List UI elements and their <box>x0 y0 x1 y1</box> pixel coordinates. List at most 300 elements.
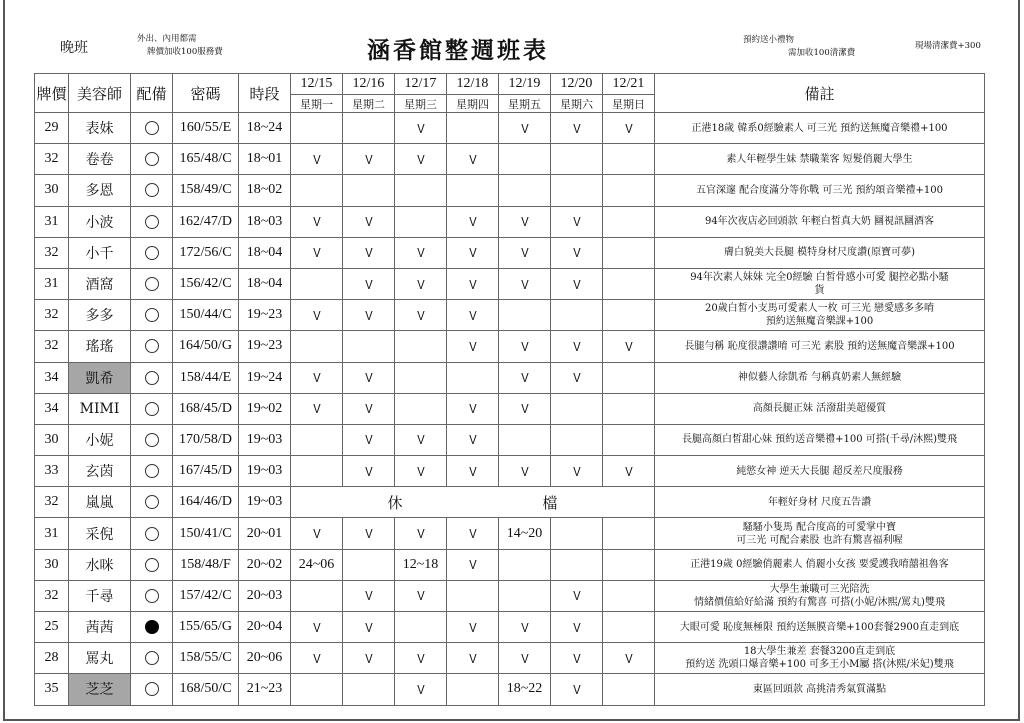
day-cell <box>603 518 655 549</box>
table-row <box>35 393 985 424</box>
remark-line: 純慾女神 逆天大長腿 超反差尺度服務 <box>736 465 903 477</box>
day-cell: 12~18 <box>395 549 447 580</box>
empty-circle-icon <box>145 246 159 260</box>
remark-line: 正港19歲 0經驗俏麗素人 俏麗小女孩 要愛護我唷囍祖魯客 <box>690 559 949 571</box>
day-cell: V <box>554 113 598 144</box>
col-header-weekday: 星期三 <box>395 95 447 113</box>
day-cell: V <box>606 331 650 362</box>
code-cell: 155/65/G <box>173 612 239 643</box>
table-row <box>35 549 985 580</box>
day-cell <box>291 268 343 299</box>
slot-cell: 18~04 <box>239 237 291 268</box>
day-cell: V <box>450 144 494 175</box>
col-header-stylist: 美容師 <box>69 74 131 113</box>
remark-line: 20歲白皙小支馬可愛素人一枚 可三光 戀愛感多多唷 <box>704 303 935 315</box>
col-header-date: 12/17 <box>395 74 447 95</box>
day-cell: V <box>294 518 338 549</box>
day-cell: V <box>554 456 598 487</box>
day-cell: V <box>294 300 338 331</box>
slot-cell: 20~03 <box>239 580 291 611</box>
col-header-weekday: 星期一 <box>291 95 343 113</box>
day-cell <box>603 175 655 206</box>
day-cell: V <box>554 331 598 362</box>
slot-cell: 18~04 <box>239 268 291 299</box>
stylist-name: 采倪 <box>69 518 131 549</box>
price-cell: 32 <box>35 300 69 331</box>
code-cell: 168/45/D <box>173 393 239 424</box>
stylist-name: 芝芝 <box>69 674 131 705</box>
day-cell: V <box>398 268 442 299</box>
remark-line: 高顏長腿正妹 活潑甜美超優質 <box>752 403 887 415</box>
day-cell <box>395 362 447 393</box>
day-cell: V <box>398 424 442 455</box>
page-title: 涵香館整週班表 <box>367 37 549 64</box>
remark-line: 正港18歲 韓系0經驗素人 可三光 預約送無魔音樂禮+100 <box>691 122 948 134</box>
day-cell: V <box>294 206 338 237</box>
col-header-equip: 配備 <box>131 74 173 113</box>
day-cell <box>499 424 551 455</box>
day-cell: 18~22 <box>499 674 551 705</box>
equip-cell <box>131 456 173 487</box>
stylist-name: 小波 <box>69 206 131 237</box>
day-off-label: 休 <box>387 493 403 512</box>
day-cell <box>499 549 551 580</box>
remark-line: 18大學生兼差 套餐3200直走到底 <box>743 646 896 658</box>
slot-cell: 18~24 <box>239 113 291 144</box>
code-cell: 165/48/C <box>173 144 239 175</box>
day-cell: V <box>450 612 494 643</box>
remark-line: 五官深邃 配合度滿分等你戰 可三光 預約頌音樂禮+100 <box>695 184 943 196</box>
code-cell: 156/42/C <box>173 268 239 299</box>
day-cell: V <box>502 206 546 237</box>
col-header-date: 12/16 <box>343 74 395 95</box>
day-cell: V <box>450 300 494 331</box>
empty-circle-icon <box>145 308 159 322</box>
slot-cell: 20~06 <box>239 643 291 674</box>
code-cell: 158/49/C <box>173 175 239 206</box>
empty-circle-icon <box>145 339 159 353</box>
code-cell: 150/44/C <box>173 300 239 331</box>
code-cell: 160/55/E <box>173 113 239 144</box>
day-cell <box>395 393 447 424</box>
day-off-label: 檔 <box>542 493 558 512</box>
slot-cell: 20~02 <box>239 549 291 580</box>
empty-circle-icon <box>145 183 159 197</box>
day-cell: V <box>398 300 442 331</box>
table-row <box>35 612 985 643</box>
table-row <box>35 206 985 237</box>
day-cell: V <box>346 237 390 268</box>
slot-cell: 19~03 <box>239 487 291 518</box>
day-cell <box>603 549 655 580</box>
col-header-weekday: 星期四 <box>447 95 499 113</box>
empty-circle-icon <box>145 277 159 291</box>
price-cell: 29 <box>35 113 69 144</box>
price-cell: 31 <box>35 518 69 549</box>
remark-line: 預約送無魔音樂課+100 <box>765 316 874 328</box>
price-cell: 30 <box>35 549 69 580</box>
day-cell: V <box>398 237 442 268</box>
equip-cell <box>131 487 173 518</box>
price-cell: 32 <box>35 237 69 268</box>
remark-line: 膚白貌美大長腿 模特身材尺度讚(原寶可夢) <box>724 247 915 259</box>
empty-circle-icon <box>145 402 159 416</box>
code-cell: 164/46/D <box>173 487 239 518</box>
table-row <box>35 487 985 518</box>
remark-line: 大眼可愛 恥度無極限 預約送無膜音樂+100套餐2900直走到底 <box>679 621 960 633</box>
day-cell <box>343 175 395 206</box>
price-cell: 32 <box>35 580 69 611</box>
day-cell <box>603 300 655 331</box>
remark-line: 神似藝人徐凱希 勻稱真奶素人無經驗 <box>737 372 902 384</box>
gift-note-line1: 預約送小禮物 <box>743 35 795 45</box>
day-cell: V <box>502 612 546 643</box>
day-cell <box>447 674 499 705</box>
day-cell: V <box>398 643 442 674</box>
code-cell: 158/44/E <box>173 362 239 393</box>
day-cell <box>551 549 603 580</box>
remarks-cell <box>655 300 985 331</box>
day-cell: V <box>502 113 546 144</box>
table-row <box>35 362 985 393</box>
day-cell: V <box>450 456 494 487</box>
empty-circle-icon <box>145 589 159 603</box>
table-row <box>35 268 985 299</box>
price-cell: 34 <box>35 362 69 393</box>
day-cell: V <box>346 580 390 611</box>
day-cell <box>603 424 655 455</box>
empty-circle-icon <box>145 215 159 229</box>
day-cell: V <box>346 362 390 393</box>
day-cell <box>499 580 551 611</box>
slot-cell: 19~23 <box>239 300 291 331</box>
table-row <box>35 518 985 549</box>
remarks-cell <box>655 580 985 611</box>
stylist-name: 多恩 <box>69 175 131 206</box>
equip-cell <box>131 206 173 237</box>
remarks-cell <box>655 237 985 268</box>
day-cell: V <box>294 612 338 643</box>
remarks-cell <box>655 674 985 705</box>
service-fee-note-line2: 牌價加收100服務費 <box>147 47 223 57</box>
day-cell <box>447 175 499 206</box>
code-cell: 157/42/C <box>173 580 239 611</box>
code-cell: 172/56/C <box>173 237 239 268</box>
day-cell <box>551 144 603 175</box>
day-cell <box>447 362 499 393</box>
day-cell <box>291 113 343 144</box>
price-cell: 32 <box>35 144 69 175</box>
table-row <box>35 113 985 144</box>
service-fee-note-line1: 外出、內用都需 <box>137 34 197 44</box>
day-cell: V <box>294 393 338 424</box>
remark-line: 東區回頭款 高挑清秀氣質滿點 <box>752 683 887 695</box>
day-cell: V <box>554 206 598 237</box>
empty-circle-icon <box>145 464 159 478</box>
equip-cell <box>131 393 173 424</box>
col-header-date: 12/20 <box>551 74 603 95</box>
day-cell <box>551 393 603 424</box>
code-cell: 158/48/F <box>173 549 239 580</box>
day-cell: V <box>502 362 546 393</box>
col-header-date: 12/18 <box>447 74 499 95</box>
day-cell: 14~20 <box>499 518 551 549</box>
day-cell: V <box>294 144 338 175</box>
day-cell <box>551 424 603 455</box>
day-cell <box>603 674 655 705</box>
equip-cell <box>131 175 173 206</box>
table-row <box>35 674 985 705</box>
col-header-price: 牌價 <box>35 74 69 113</box>
day-cell: V <box>502 237 546 268</box>
stylist-name: 罵丸 <box>69 643 131 674</box>
remarks-cell <box>655 362 985 393</box>
col-header-weekday: 星期六 <box>551 95 603 113</box>
remark-line: 大學生兼職可三光陪洗 <box>769 583 870 595</box>
code-cell: 158/55/C <box>173 643 239 674</box>
empty-circle-icon <box>145 121 159 135</box>
day-off-cell <box>291 487 655 518</box>
day-cell: V <box>502 331 546 362</box>
code-cell: 168/50/C <box>173 674 239 705</box>
day-cell <box>291 580 343 611</box>
price-cell: 28 <box>35 643 69 674</box>
price-cell: 30 <box>35 424 69 455</box>
stylist-name: 多多 <box>69 300 131 331</box>
day-cell: V <box>450 237 494 268</box>
col-header-date: 12/15 <box>291 74 343 95</box>
day-cell: V <box>294 237 338 268</box>
remark-line: 可三光 可配合素股 也許有驚喜福利喔 <box>736 534 903 546</box>
day-cell: V <box>554 580 598 611</box>
empty-circle-icon <box>145 527 159 541</box>
day-cell <box>291 456 343 487</box>
price-cell: 25 <box>35 612 69 643</box>
col-header-slot: 時段 <box>239 74 291 113</box>
day-cell <box>499 144 551 175</box>
table-row <box>35 424 985 455</box>
stylist-name: 卷卷 <box>69 144 131 175</box>
filled-circle-icon <box>145 620 159 634</box>
remarks-cell <box>655 206 985 237</box>
table-row <box>35 300 985 331</box>
day-cell: V <box>346 518 390 549</box>
day-cell: 24~06 <box>291 549 343 580</box>
day-cell: V <box>502 643 546 674</box>
day-cell <box>447 580 499 611</box>
day-cell <box>447 113 499 144</box>
day-cell: V <box>398 580 442 611</box>
day-cell: V <box>346 300 390 331</box>
empty-circle-icon <box>145 152 159 166</box>
remarks-cell <box>655 393 985 424</box>
equip-cell <box>131 643 173 674</box>
slot-cell: 19~23 <box>239 331 291 362</box>
equip-cell <box>131 612 173 643</box>
day-cell: V <box>606 113 650 144</box>
stylist-name: MIMI <box>69 393 131 424</box>
remark-line: 騷騷小隻馬 配合度高的可愛掌中寶 <box>742 521 897 533</box>
remarks-cell <box>655 144 985 175</box>
table-row <box>35 237 985 268</box>
stylist-name: 水咪 <box>69 549 131 580</box>
code-cell: 162/47/D <box>173 206 239 237</box>
day-cell <box>603 237 655 268</box>
day-cell <box>343 113 395 144</box>
equip-cell <box>131 237 173 268</box>
remarks-cell <box>655 424 985 455</box>
day-cell <box>499 175 551 206</box>
cleaning-fee-note: 現場清潔費+300 <box>915 41 981 51</box>
remark-line: 長腿勻稱 恥度很讚讚唷 可三光 素股 預約送無魔音樂課+100 <box>684 340 955 352</box>
col-header-weekday: 星期二 <box>343 95 395 113</box>
equip-cell <box>131 268 173 299</box>
remarks-cell <box>655 643 985 674</box>
empty-circle-icon <box>145 651 159 665</box>
slot-cell: 18~02 <box>239 175 291 206</box>
day-cell: V <box>346 424 390 455</box>
equip-cell <box>131 424 173 455</box>
slot-cell: 19~03 <box>239 456 291 487</box>
remarks-cell <box>655 549 985 580</box>
col-header-code: 密碼 <box>173 74 239 113</box>
price-cell: 31 <box>35 268 69 299</box>
col-header-remarks: 備註 <box>655 74 985 113</box>
day-cell <box>343 331 395 362</box>
remark-line: 年輕好身材 尺度五告讚 <box>767 496 872 508</box>
day-cell: V <box>346 144 390 175</box>
empty-circle-icon <box>145 558 159 572</box>
table-row <box>35 175 985 206</box>
schedule-rows <box>35 113 985 706</box>
day-cell: V <box>502 456 546 487</box>
equip-cell <box>131 549 173 580</box>
table-row <box>35 144 985 175</box>
col-header-date: 12/19 <box>499 74 551 95</box>
day-cell: V <box>554 237 598 268</box>
remarks-cell <box>655 113 985 144</box>
day-cell: V <box>346 393 390 424</box>
remarks-cell <box>655 612 985 643</box>
day-cell <box>343 549 395 580</box>
stylist-name: 凱希 <box>69 362 131 393</box>
stylist-name: 表妹 <box>69 113 131 144</box>
day-cell <box>291 424 343 455</box>
stylist-name: 小妮 <box>69 424 131 455</box>
day-cell: V <box>398 456 442 487</box>
price-cell: 31 <box>35 206 69 237</box>
day-cell <box>395 175 447 206</box>
day-cell: V <box>554 612 598 643</box>
day-cell: V <box>502 268 546 299</box>
remarks-cell <box>655 456 985 487</box>
stylist-name: 小千 <box>69 237 131 268</box>
day-cell: V <box>450 206 494 237</box>
equip-cell <box>131 518 173 549</box>
col-header-weekday: 星期日 <box>603 95 655 113</box>
slot-cell: 18~01 <box>239 144 291 175</box>
price-cell: 32 <box>35 487 69 518</box>
day-cell: V <box>554 674 598 705</box>
day-cell: V <box>554 643 598 674</box>
slot-cell: 20~01 <box>239 518 291 549</box>
empty-circle-icon <box>145 682 159 696</box>
price-cell: 32 <box>35 331 69 362</box>
day-cell: V <box>346 643 390 674</box>
table-row <box>35 580 985 611</box>
day-cell <box>499 300 551 331</box>
day-cell: V <box>346 456 390 487</box>
equip-cell <box>131 674 173 705</box>
slot-cell: 20~04 <box>239 612 291 643</box>
gift-note-line2: 需加收100清潔費 <box>788 48 856 58</box>
price-cell: 35 <box>35 674 69 705</box>
col-header-date: 12/21 <box>603 74 655 95</box>
day-cell <box>603 268 655 299</box>
remark-line: 情緒價值給好給滿 預約有驚喜 可搭(小妮/沐熙/罵丸)雙飛 <box>694 596 945 608</box>
day-cell <box>291 175 343 206</box>
day-cell: V <box>294 643 338 674</box>
empty-circle-icon <box>145 495 159 509</box>
equip-cell <box>131 331 173 362</box>
remark-line: 預約送 洗頭口爆音樂+100 可多王小M屬 搭(沐熙/米妃)雙飛 <box>685 659 954 671</box>
day-cell: V <box>398 113 442 144</box>
code-cell: 150/41/C <box>173 518 239 549</box>
day-cell: V <box>450 518 494 549</box>
remarks-cell <box>655 487 985 518</box>
code-cell: 167/45/D <box>173 456 239 487</box>
remarks-cell <box>655 518 985 549</box>
day-cell: V <box>346 206 390 237</box>
day-cell: V <box>606 456 650 487</box>
day-cell <box>603 393 655 424</box>
day-cell: V <box>554 268 598 299</box>
day-cell <box>395 206 447 237</box>
stylist-name: 酒窩 <box>69 268 131 299</box>
table-row <box>35 456 985 487</box>
day-cell: V <box>398 674 442 705</box>
day-cell: V <box>450 643 494 674</box>
shift-label: 晚班 <box>60 40 88 56</box>
equip-cell <box>131 580 173 611</box>
day-cell: V <box>294 362 338 393</box>
day-cell: V <box>450 268 494 299</box>
day-cell <box>551 300 603 331</box>
price-cell: 33 <box>35 456 69 487</box>
equip-cell <box>131 362 173 393</box>
day-cell <box>603 144 655 175</box>
remark-line: 94年次素人妹妹 完全0經驗 白皙骨感小可愛 腿控必點小騷 <box>690 272 949 284</box>
slot-cell: 21~23 <box>239 674 291 705</box>
day-cell <box>343 674 395 705</box>
remark-line: 94年次夜店必回頭款 年輕白皙真大奶 圝視訊圝酒客 <box>704 216 935 228</box>
day-cell: V <box>398 144 442 175</box>
day-cell <box>551 175 603 206</box>
slot-cell: 19~24 <box>239 362 291 393</box>
day-cell <box>395 612 447 643</box>
stylist-name: 茜茜 <box>69 612 131 643</box>
day-cell <box>291 674 343 705</box>
stylist-name: 瑤瑤 <box>69 331 131 362</box>
remarks-cell <box>655 175 985 206</box>
day-cell <box>291 331 343 362</box>
day-cell: V <box>450 331 494 362</box>
day-cell: V <box>606 643 650 674</box>
remarks-cell <box>655 331 985 362</box>
table-row <box>35 643 985 674</box>
remark-line: 貨 <box>814 285 825 297</box>
code-cell: 164/50/G <box>173 331 239 362</box>
